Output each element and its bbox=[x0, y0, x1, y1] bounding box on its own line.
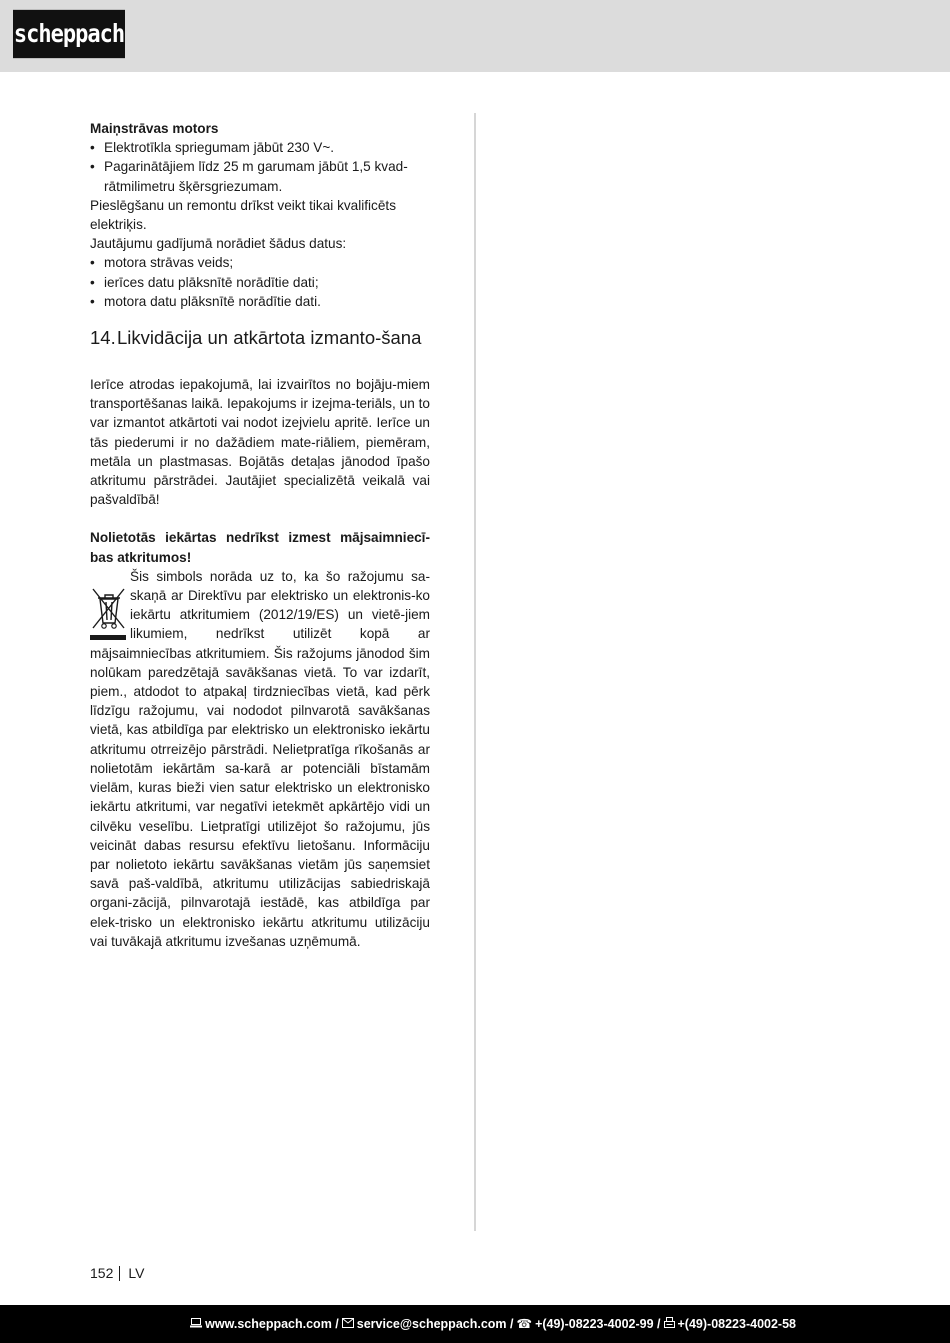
phone-icon: ☎ bbox=[516, 1317, 533, 1331]
list-item: • Elektrotīkla spriegumam jābūt 230 V~. bbox=[90, 138, 430, 157]
list-item: • motora datu plāksnītē norādītie dati. bbox=[90, 292, 430, 311]
mail-icon bbox=[342, 1317, 354, 1331]
scheppach-logo: scheppach bbox=[13, 10, 125, 58]
language-code: LV bbox=[128, 1265, 145, 1281]
website-link[interactable]: www.scheppach.com / bbox=[205, 1316, 339, 1331]
motor-heading: Maiņstrāvas motors bbox=[90, 121, 219, 136]
weee-block bbox=[90, 567, 430, 951]
page-number-value: 152 bbox=[90, 1265, 114, 1281]
weee-crossed-bin-icon bbox=[90, 579, 126, 641]
fax-number: +(49)-08223-4002-58 bbox=[677, 1316, 796, 1331]
column-divider bbox=[474, 113, 476, 1231]
motor-data-list bbox=[90, 253, 430, 311]
main-column bbox=[90, 119, 430, 951]
weee-description: Šis simbols norāda uz to, ka šo ražojumu sa-skaņā ar Direktīvu par elektrisko un elektronis-ko iekārtu atkritumiem (2012/19/ES) un vietē-jiem likumiem, nedrīkst utilizēt kopā ar mājsaimniecības atkritumiem. Šis ražojums jānodod šim nolūkam paredzētajā savākšanas vietā. To var izdarīt, piem., atdodot to atpakaļ tirdzniecības vietā, kad pērk līdzīgu ražojumu, vai nododot pilnvarotā savākšanas vietā, kas atbildīga par elektrisko un elektronisko iekārtu atkritumu otrreizējo pārstrādi. Nelietpratīga rīkošanās ar nolietotām iekārtām sa-karā ar potenciāli bīstamām vielām, kuras bieži vien satur elektrisko un elektronisko iekārtu atkritumi, var negatīvi ietekmēt apkārtējo vidi un cilvēku veselību. Lietpratīgi utilizējot šo ražojumu, jūs veicināt dabas resursu efektīvu lietošanu. Informāciju par nolietoto iekārtu savākšanas vietām jūs saņemsiet savā paš-valdībā, atkritumu utilizācijas sabiedriskajā organi-zācijā, pilnvarotajā iestādē, kas atbildīga par elek-trisko un elektronisko iekārtu atkritumu utilizāciju vai tuvākajā atkritumu izvešanas uzņēmumā. bbox=[90, 568, 430, 949]
section-number: 14. bbox=[90, 327, 116, 349]
fax-icon bbox=[664, 1317, 675, 1331]
footer-bar bbox=[0, 1305, 950, 1343]
list-item: • motora strāvas veids; bbox=[90, 253, 430, 272]
motor-requirements-list bbox=[90, 138, 430, 196]
computer-icon bbox=[190, 1317, 202, 1331]
section-heading bbox=[90, 328, 430, 348]
email-link[interactable]: service@scheppach.com / bbox=[356, 1316, 514, 1331]
disposal-paragraph: Ierīce atrodas iepakojumā, lai izvairītos no bojāju-miem transportēšanas laikā. Iepakojums ir izejma-teriāls, un to var izmantot atkārtoti vai nodot izejvielu apritē. Ierīce un tās piederumi ir no dažādiem mate-riāliem, piemēram, metāla un plastmasas. Bojātās detaļas jānodod īpašo atkritumu pārstrādei. Jautājiet specializētā veikalā vai pašvaldībā! bbox=[90, 377, 430, 508]
contact-line bbox=[187, 1316, 796, 1331]
header-band bbox=[0, 0, 950, 72]
paragraph: Jautājumu gadījumā norādiet šādus datus: bbox=[90, 236, 347, 252]
section-title: Likvidācija un atkārtota izmanto-šana bbox=[117, 327, 422, 349]
phone-number: +(49)-08223-4002-99 / bbox=[535, 1316, 661, 1331]
list-item: • ierīces datu plāksnītē norādītie dati; bbox=[90, 273, 430, 292]
page-number-separator bbox=[119, 1266, 120, 1281]
list-item: • Pagarinātājiem līdz 25 m garumam jābūt 1,5 kvad-rātmilimetru šķērsgriezumam. bbox=[90, 157, 430, 195]
page-number bbox=[90, 1265, 144, 1281]
warning-text: Nolietotās iekārtas nedrīkst izmest mājsaimniecī-bas atkritumos! bbox=[90, 530, 430, 565]
paragraph: Pieslēgšanu un remontu drīkst veikt tikai kvalificēts elektriķis. bbox=[90, 197, 396, 233]
